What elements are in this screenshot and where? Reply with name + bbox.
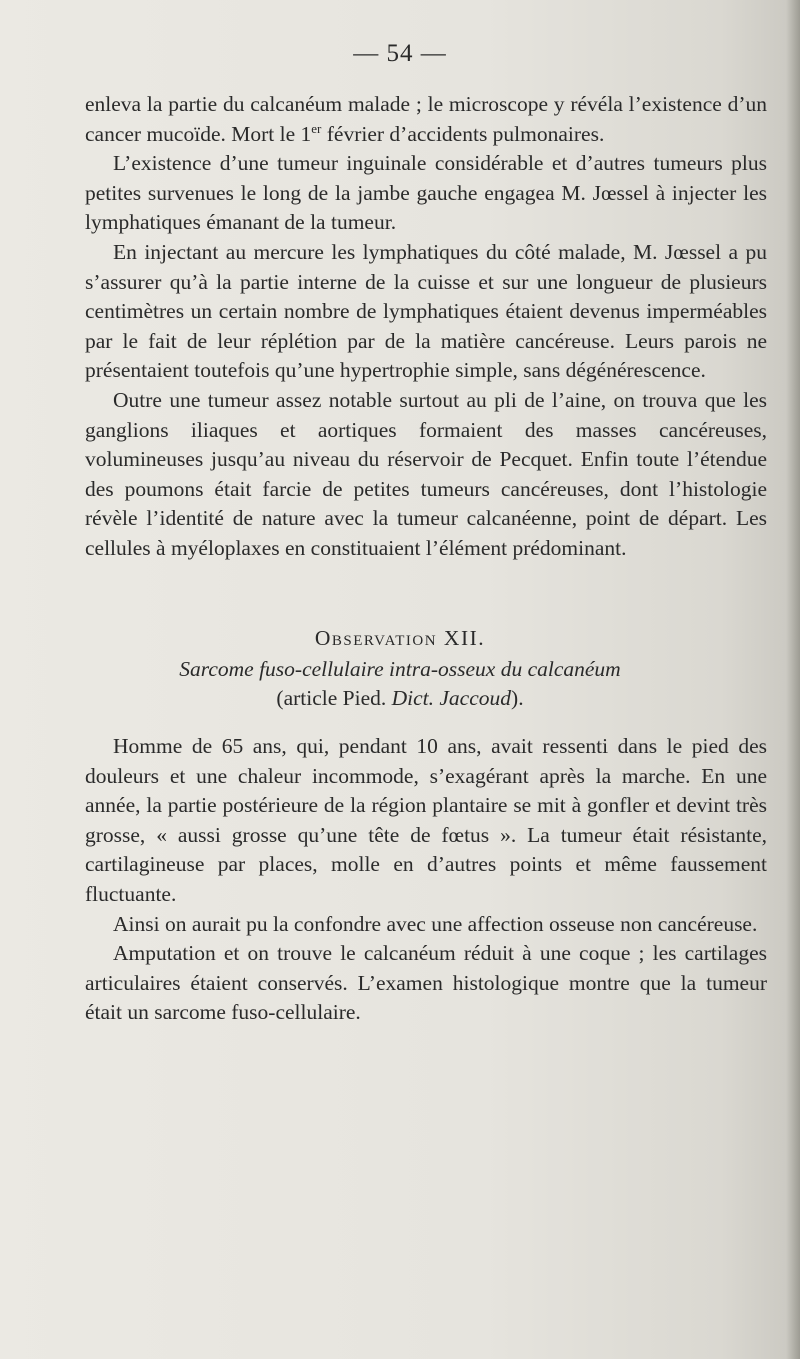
observation-title: Sarcome fuso-cellulaire intra-osseux du calcanéum — [179, 657, 621, 681]
reference-open: (article Pied. — [276, 686, 392, 710]
paragraph: Amputation et on trouve le calcanéum réduit à une coque ; les cartilages articulaires étaient conservés. L’examen histologique montre que la tumeur était un sarcome fuso-cellulaire. — [85, 941, 767, 1025]
paragraph: Ainsi on aurait pu la confondre avec une affection osseuse non cancéreuse. — [113, 911, 758, 936]
paragraph-text-before-sup: enleva la partie du calcanéum malade ; le microscope y révéla l’existence d’un cancer mucoïde. Mort le 1 — [85, 92, 767, 146]
reference-source: Dict. Jaccoud — [391, 686, 512, 710]
page-number: — 54 — — [353, 40, 447, 67]
observation-heading: Observation XII. — [314, 626, 486, 650]
paragraph: En injectant au mercure les lymphatiques du côté malade, M. Jœssel a pu s’assurer qu’à la partie interne de la cuisse et sur une longueur de plusieurs centimètres un certain nombre de lymphatiques étaient devenus imperméables par le fait de leur réplétion par de la matière cancéreuse. Leurs parois ne présentaient toutefois qu’une hypertrophie simple, sans dégénérescence. — [85, 239, 767, 383]
bottom-text-block — [85, 732, 767, 1028]
superscript-er: er — [311, 120, 322, 136]
paragraph-text-after-sup: février d’accidents pulmonaires. — [321, 121, 605, 146]
paragraph: Homme de 65 ans, qui, pendant 10 ans, avait ressenti dans le pied des douleurs et une chaleur incommode, s’exagérant après la marche. En une année, la partie postérieure de la région plantaire se mit à gonfler et devint très grosse, « aussi grosse qu’une tête de fœtus ». La tumeur était résistante, cartilagineuse par places, molle en d’autres points et même faussement fluctuante. — [85, 734, 767, 906]
observation-reference — [0, 686, 800, 711]
paragraph: Outre une tumeur assez notable surtout au pli de l’aine, on trouva que les ganglions iliaques et aortiques formaient des masses cancéreuses, volumineuses jusqu’au niveau du réservoir de Pecquet. Enfin toute l’étendue des poumons était farcie de petites tumeurs cancéreuses, dont l’histologie révèle l’identité de nature avec la tumeur calcanéenne, point de départ. Les cellules à myéloplaxes en constituaient l’élément prédominant. — [85, 387, 767, 560]
reference-close: ). — [511, 686, 524, 710]
top-text-block — [85, 90, 767, 564]
paragraph-continuation — [85, 90, 767, 149]
paragraph: L’existence d’une tumeur inguinale considérable et d’autres tumeurs plus petites survenues le long de la jambe gauche engagea M. Jœssel à injecter les lymphatiques émanant de la tumeur. — [85, 151, 767, 235]
